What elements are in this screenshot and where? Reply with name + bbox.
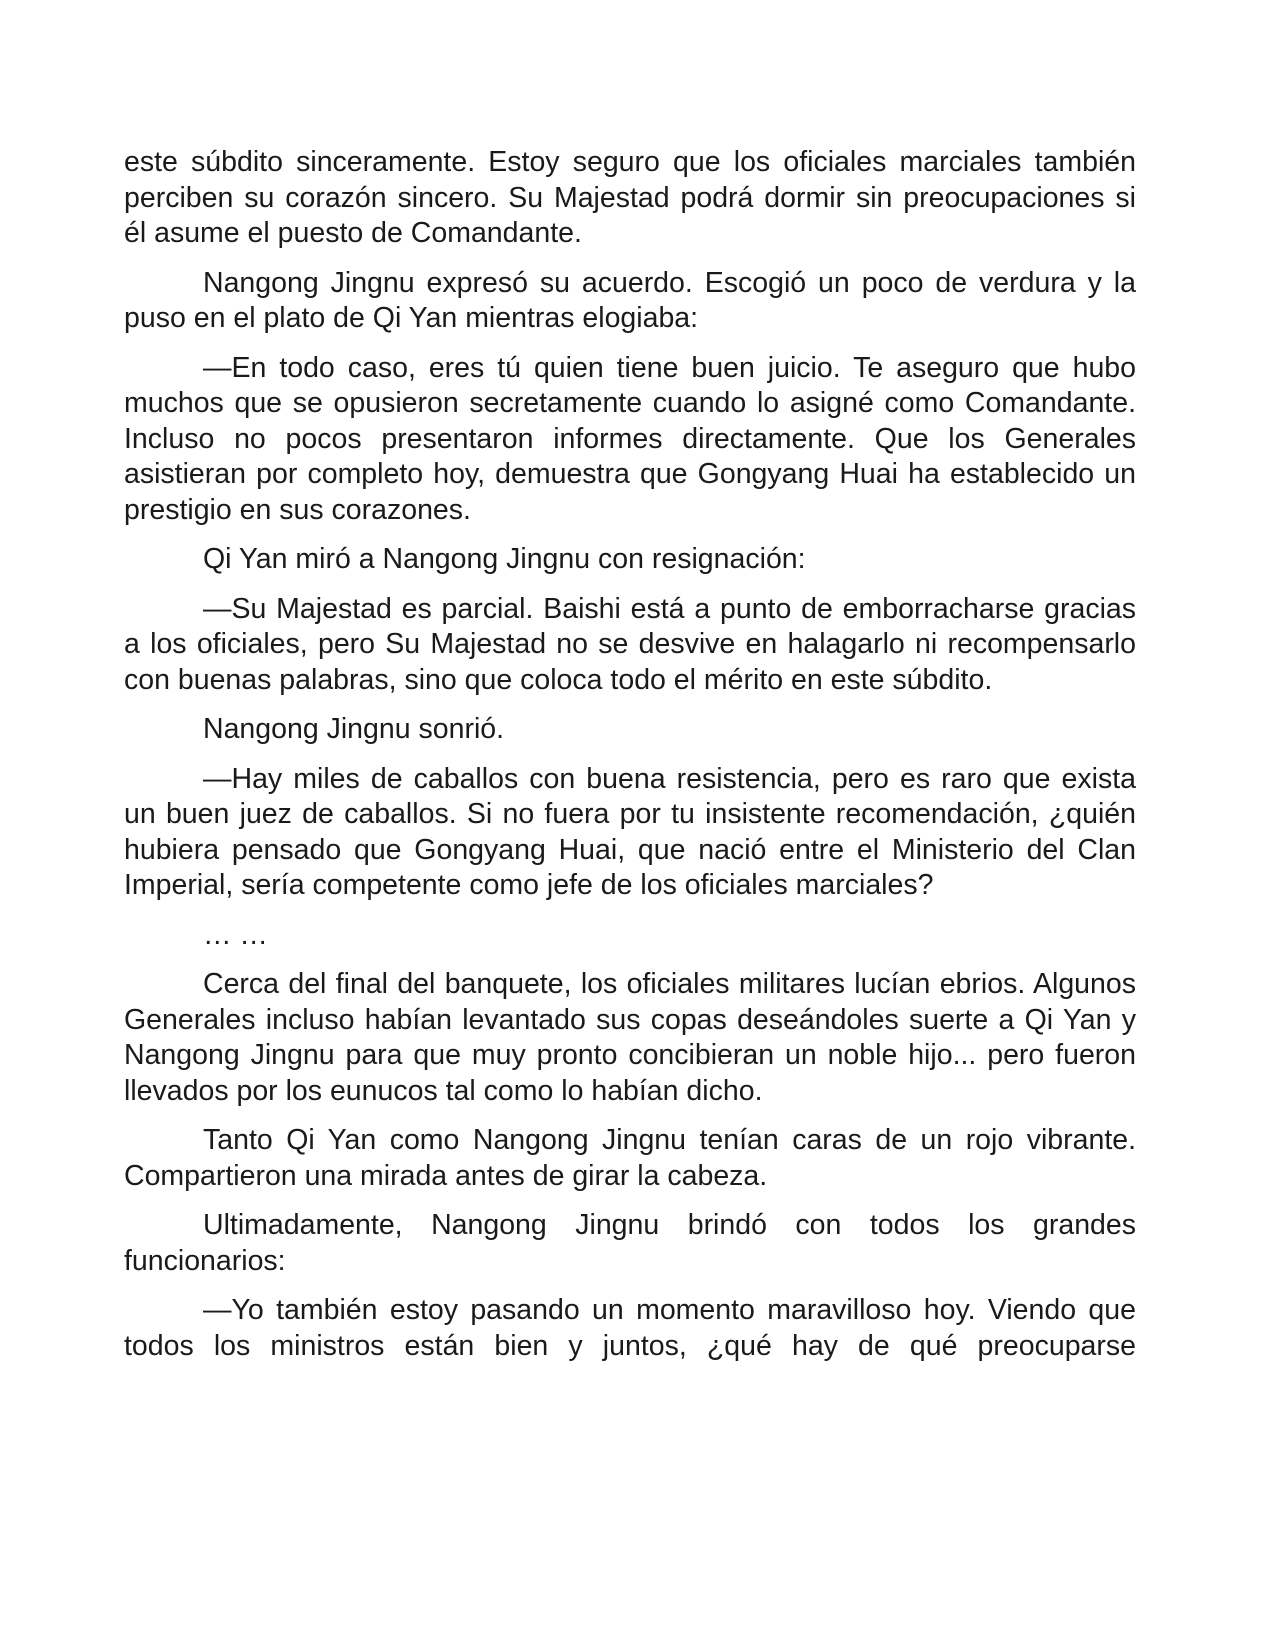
paragraph-5: —Su Majestad es parcial. Baishi está a punto de emborracharse gracias a los oficiales, pero Su Majestad no se desvive en halagarlo ni recompensarlo con buenas palabras, sino que coloca todo el mérito en este súbdito. bbox=[124, 592, 1136, 696]
paragraph-9: Tanto Qi Yan como Nangong Jingnu tenían caras de un rojo vibrante. Compartieron una mirada antes de girar la cabeza. bbox=[124, 1124, 1136, 1192]
paragraph-11: —Yo también estoy pasando un momento maravilloso hoy. Viendo que todos los ministros están bien y juntos, ¿qué hay de qué preocuparse bbox=[124, 1294, 1136, 1362]
paragraph-2: Nangong Jingnu expresó su acuerdo. Escogió un poco de verdura y la puso en el plato de Qi Yan mientras elogiaba: bbox=[124, 266, 1136, 334]
paragraph-6: Nangong Jingnu sonrió. bbox=[203, 713, 505, 745]
paragraph-10: Ultimadamente, Nangong Jingnu brindó con todos los grandes funcionarios: bbox=[124, 1209, 1136, 1277]
ellipsis-separator: … … bbox=[203, 918, 268, 951]
paragraph-1: este súbdito sinceramente. Estoy seguro que los oficiales marciales también perciben su corazón sincero. Su Majestad podrá dormir sin preocupaciones si él asume el puesto de Comandante. bbox=[124, 146, 1136, 249]
paragraph-8: Cerca del final del banquete, los oficiales militares lucían ebrios. Algunos Generales incluso habían levantado sus copas deseándoles suerte a Qi Yan y Nangong Jingnu para que muy pronto concibieran un noble hijo... pero fueron llevados por los eunucos tal como lo habían dicho. bbox=[124, 968, 1136, 1107]
paragraph-3: —En todo caso, eres tú quien tiene buen juicio. Te aseguro que hubo muchos que se opusieron secretamente cuando lo asigné como Comandante. Incluso no pocos presentaron informes directamente. Que los Generales asistieran por completo hoy, demuestra que Gongyang Huai ha establecido un prestigio en sus corazones. bbox=[124, 351, 1136, 526]
paragraph-7: —Hay miles de caballos con buena resistencia, pero es raro que exista un buen juez de caballos. Si no fuera por tu insistente recomendación, ¿quién hubiera pensado que Gongyang Huai, que nació entre el Ministerio del Clan Imperial, sería competente como jefe de los oficiales marciales? bbox=[124, 762, 1136, 901]
paragraph-4: Qi Yan miró a Nangong Jingnu con resignación: bbox=[203, 543, 806, 575]
document-page bbox=[124, 145, 1136, 1364]
